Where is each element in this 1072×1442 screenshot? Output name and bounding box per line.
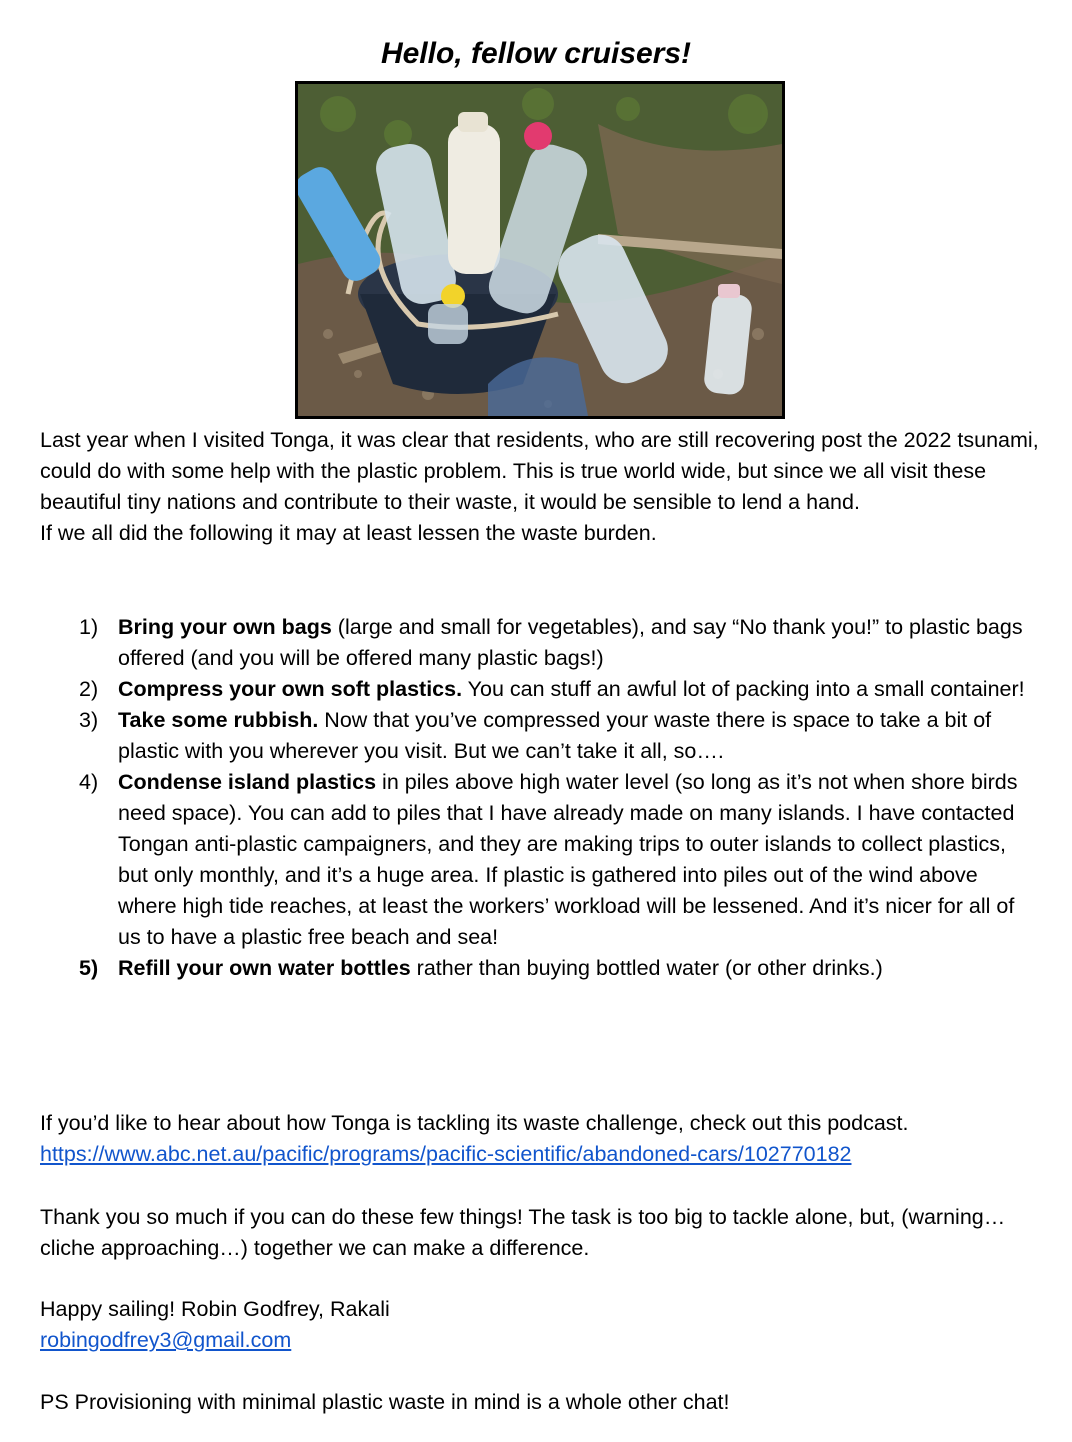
thanks-section <box>40 1202 1040 1264</box>
photo-illustration <box>298 84 782 416</box>
list-item-number: 3) <box>79 708 99 732</box>
list-item-text: Now that you’ve compressed your waste there is space to take a bit of plastic with you wherever you visit. But we can’t take it all, so…. <box>118 708 992 763</box>
email-link[interactable]: robingodfrey3@gmail.com <box>40 1328 292 1352</box>
signoff-text: Happy sailing! Robin Godfrey, Rakali <box>40 1297 390 1321</box>
ps-section <box>40 1387 1040 1418</box>
list-item <box>40 767 1030 953</box>
list-item-heading: Condense island plastics <box>118 770 377 794</box>
list-item-text: in piles above high water level (so long as it’s not when shore birds need space). You can add to piles that I have already made on many islands. I have contacted Tongan anti-plastic campaigners, and they are making trips to outer islands to collect plastics, but only monthly, and it’s a huge area. If plastic is gathered into piles out of the wind above where high tide reaches, at least the workers’ workload will be lessened. And it’s nicer for all of us to have a plastic free beach and sea! <box>118 770 1018 949</box>
list-item-heading: Take some rubbish. <box>118 708 319 732</box>
intro-section <box>40 425 1040 549</box>
intro-lead-in: If we all did the following it may at least lessen the waste burden. <box>40 521 657 545</box>
list-item-number: 5) <box>79 956 99 980</box>
list-item-number: 2) <box>79 677 99 701</box>
list-item <box>40 674 1030 705</box>
tips-list <box>40 612 1030 984</box>
list-item <box>40 612 1030 674</box>
list-item-heading: Bring your own bags <box>118 615 332 639</box>
list-item-text: You can stuff an awful lot of packing into a small container! <box>462 677 1025 701</box>
podcast-link[interactable]: https://www.abc.net.au/pacific/programs/pacific-scientific/abandoned-cars/102770182 <box>40 1142 852 1166</box>
list-item <box>40 953 1030 984</box>
signoff-section <box>40 1294 1040 1356</box>
list-item-heading: Compress your own soft plastics. <box>118 677 463 701</box>
list-item-text: rather than buying bottled water (or other drinks.) <box>410 956 883 980</box>
list-item-heading: Refill your own water bottles <box>118 956 411 980</box>
plastic-bottles-photo <box>295 81 785 419</box>
thanks-text: Thank you so much if you can do these few things! The task is too big to tackle alone, but, (warning…cliche approaching…) together we can make a difference. <box>40 1205 1006 1260</box>
list-item-number: 1) <box>79 615 99 639</box>
intro-paragraph: Last year when I visited Tonga, it was clear that residents, who are still recovering post the 2022 tsunami, could do with some help with the plastic problem. This is true world wide, but since we all visit these beautiful tiny nations and contribute to their waste, it would be sensible to lend a hand. <box>40 428 1039 514</box>
page-title: Hello, fellow cruisers! <box>380 37 692 70</box>
list-item <box>40 705 1030 767</box>
list-item-number: 4) <box>79 770 99 794</box>
podcast-text: If you’d like to hear about how Tonga is tackling its waste challenge, check out this podcast. <box>40 1111 909 1135</box>
list-item-text: (large and small for vegetables), and say “No thank you!” to plastic bags offered (and you will be offered many plastic bags!) <box>118 615 1023 670</box>
ps-text: PS Provisioning with minimal plastic waste in mind is a whole other chat! <box>40 1390 730 1414</box>
podcast-section <box>40 1108 1040 1170</box>
